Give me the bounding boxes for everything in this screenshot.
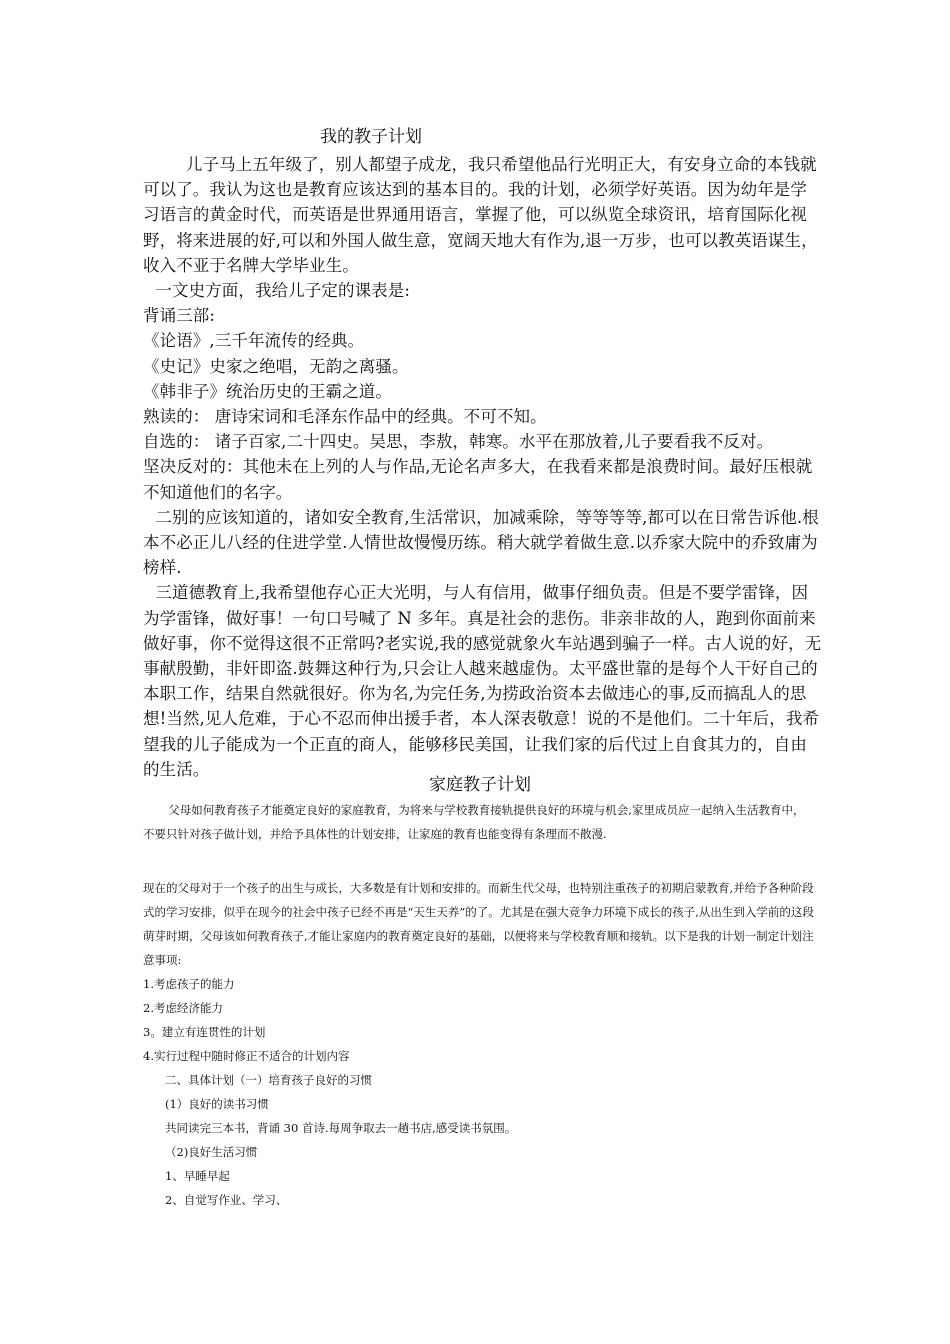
paragraph: 《史记》史家之绝唱，无韵之离骚。 [143,356,409,376]
section-family-plan-body [143,798,815,1212]
paragraph: 1.考虑孩子的能力 [143,977,235,991]
paragraph: 2、自觉写作业、学习、 [165,1193,288,1207]
doc-title-my-plan: 我的教子计划 [320,127,422,147]
paragraph: 熟读的： 唐诗宋词和毛泽东作品中的经典。不可不知。 [143,407,547,427]
paragraph: 一文史方面，我给儿子定的课表是: [155,281,411,301]
paragraph: 2.考虑经济能力 [143,1001,223,1015]
paragraph: 背诵三部: [143,306,216,326]
paragraph: （2)良好生活习惯 [165,1145,258,1159]
paragraph: 3。建立有连贯性的计划 [143,1025,266,1039]
paragraph: 坚决反对的：其他未在上列的人与作品,无论名声多大，在我看来都是浪费时间。最好压根就不知道他们的名字。 [143,457,813,502]
paragraph: 二别的应该知道的，诸如安全教育,生活常识，加减乘除，等等等等,都可以在日常告诉他.根本不必正儿八经的住进学堂.人情世故慢慢历练。稍大就学着做生意.以乔家大院中的乔致庸为榜样. [143,507,819,578]
paragraph: 二、具体计划（一）培育孩子良好的习惯 [165,1073,372,1087]
doc-title-family-plan: 家庭教子计划 [429,775,531,795]
paragraph: 《论语》,三千年流传的经典。 [143,331,365,351]
paragraph: 1、早睡早起 [165,1169,230,1183]
paragraph: (1）良好的读书习惯 [165,1097,269,1111]
section-my-plan-body [143,152,823,782]
paragraph [143,846,815,876]
paragraph: 《韩非子》统治历史的王霸之道。 [143,381,392,401]
paragraph: 父母如何教育孩子才能奠定良好的家庭教育，为将来与学校教育接轨提供良好的环境与机会,家里成员应一起纳入生活教育中，不要只针对孩子做计划，并给予具体性的计划安排，让家庭的教育也能变得有条理而不散漫. [143,803,805,841]
paragraph: 三道德教育上,我希望他存心正大光明，与人有信用，做事仔细负责。但是不要学雷锋，因为学雷锋，做好事！一句口号喊了 N 多年。真是社会的悲伤。非亲非故的人，跑到你面前来做好事，你不觉得这很不正常吗?老实说,我的感觉就象火车站遇到骗子一样。古人说的好，无事献殷勤，非奸即盗.鼓舞这种行为,只会让人越来越虚伪。太平盛世靠的是每个人干好自己的本职工作，结果自然就很好。你为名,为完任务,为捞政治资本去做违心的事,反而搞乱人的思想!当然,见人危难，于心不忍而伸出援手者，本人深表敬意！说的不是他们。二十年后，我希望我的儿子能成为一个正直的商人，能够移民美国，让我们家的后代过上自食其力的，自由的生活。 [143,583,822,779]
paragraph: 4.实行过程中随时修正不适合的计划内容 [143,1049,350,1063]
paragraph: 儿子马上五年级了，别人都望子成龙，我只希望他品行光明正大，有安身立命的本钱就可以了。我认为这也是教育应该达到的基本目的。我的计划，必须学好英语。因为幼年是学习语言的黄金时代，而英语是世界通用语言，掌握了他，可以纵览全球资讯，培育国际化视野，将来进展的好,可以和外国人做生意，宽阔天地大有作为,退一万步，也可以教英语谋生，收入不亚于名牌大学毕业生。 [143,155,818,275]
paragraph: 共同读完三本书，背诵 30 首诗.每周争取去一趟书店,感受读书氛围。 [165,1121,517,1135]
paragraph: 自选的： 诸子百家,二十四史。吴思，李敖，韩寒。水平在那放着,儿子要看我不反对。 [143,432,774,452]
paragraph: 现在的父母对于一个孩子的出生与成长，大多数是有计划和安排的。而新生代父母，也特别注重孩子的初期启蒙教育,并给予各种阶段式的学习安排，似乎在现今的社会中孩子已经不再是“天生天养”的了。尤其是在强大竞争力环境下成长的孩子,从出生到入学前的这段萌芽时期，父母该如何教育孩子,才能让家庭内的教育奠定良好的基础，以便将来与学校教育顺和接轨。以下是我的计划一制定计划注意事项: [143,881,814,967]
